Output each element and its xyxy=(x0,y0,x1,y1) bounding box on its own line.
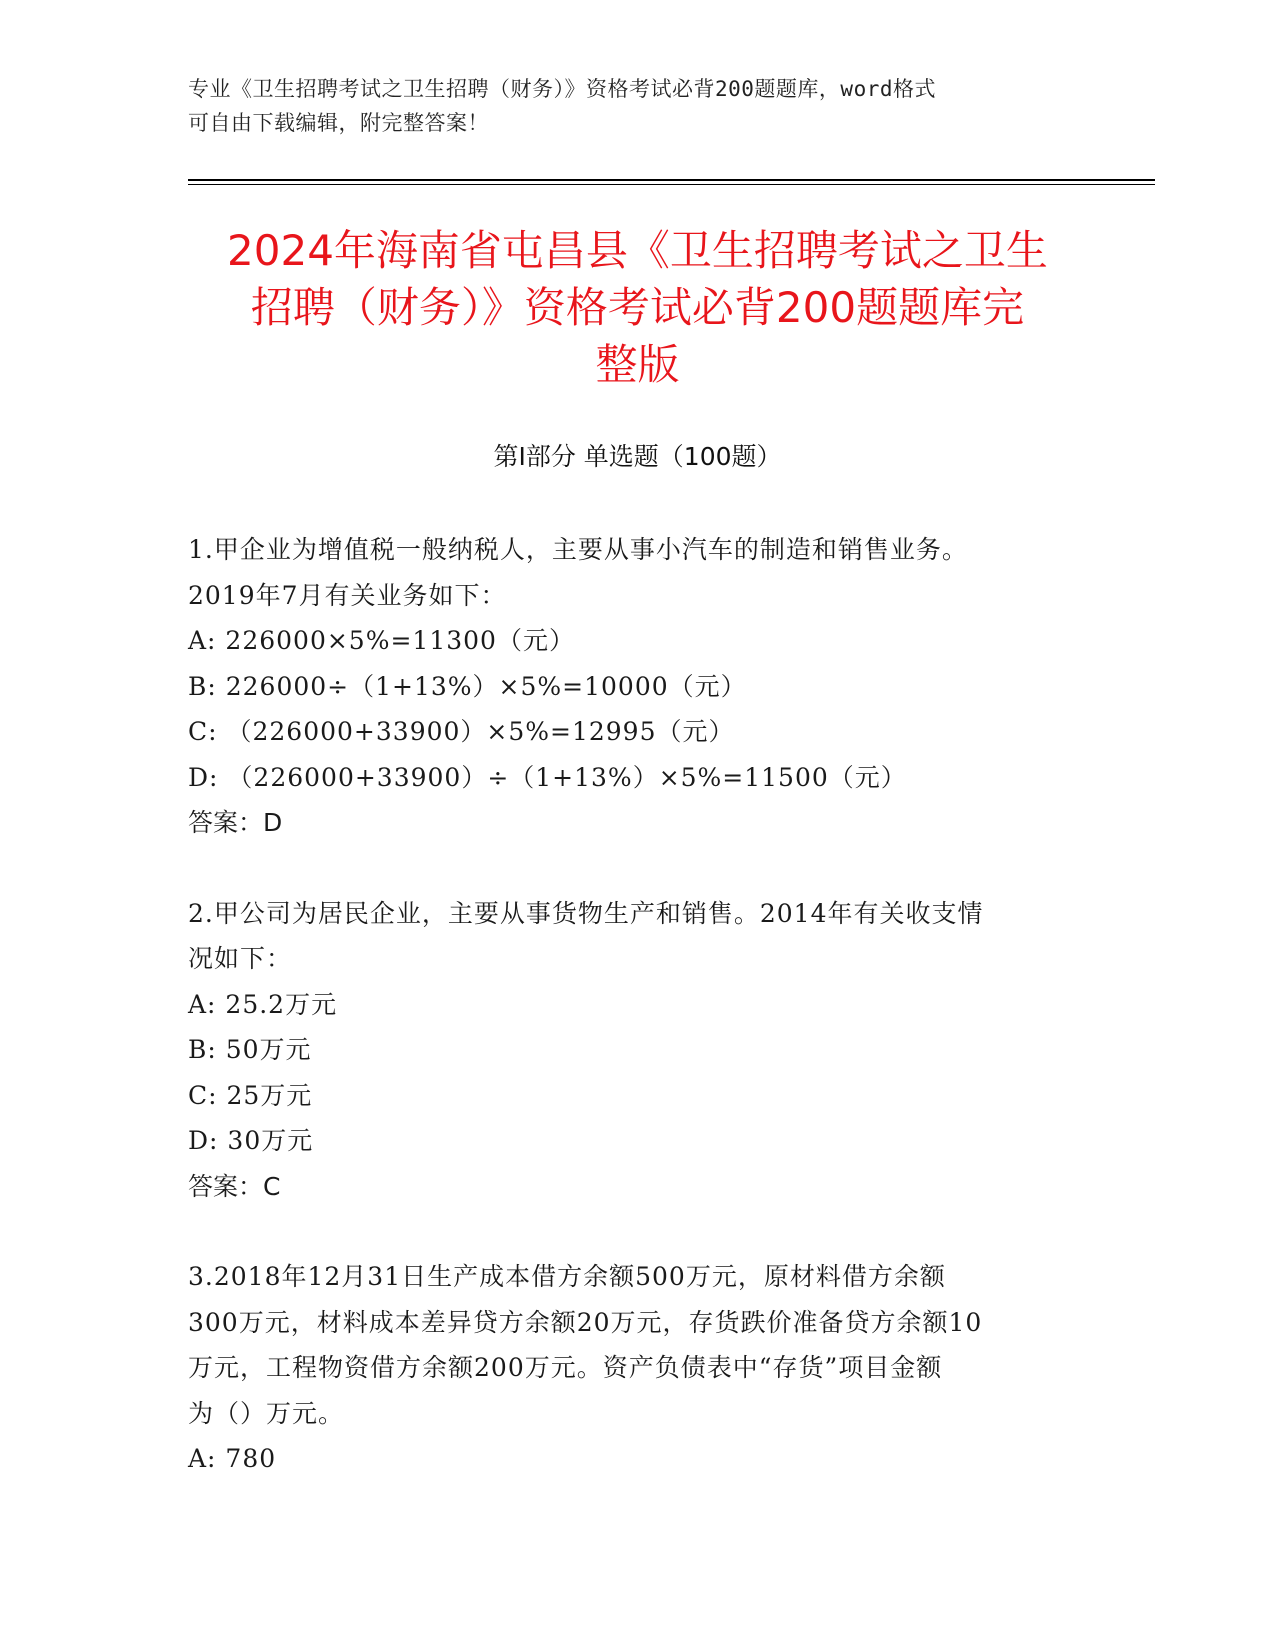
question-1-option-c: C: （226000+33900）×5%=12995（元） xyxy=(188,717,735,746)
header-divider-thin xyxy=(188,184,1155,185)
question-spacer xyxy=(188,846,1088,891)
question-1-option-b: B: 226000÷（1+13%）×5%=10000（元） xyxy=(188,671,747,701)
question-2-option-c: C: 25万元 xyxy=(188,1080,313,1110)
question-3-stem-line-4: 为（）万元。 xyxy=(188,1398,345,1428)
question-1-answer: 答案：D xyxy=(188,808,283,837)
header-note-line-1: 专业《卫生招聘考试之卫生招聘（财务）》资格考试必背200题题库，word格式 xyxy=(188,77,936,101)
question-1 xyxy=(188,527,1088,846)
question-1-stem-line-2: 2019年7月有关业务如下： xyxy=(188,580,507,610)
header-note-line-2: 可自由下载编辑，附完整答案！ xyxy=(188,111,489,135)
header-note xyxy=(188,72,1068,140)
question-3 xyxy=(188,1254,1088,1482)
section-title: 第Ⅰ部分 单选题（100题） xyxy=(493,442,782,471)
question-2-option-d: D: 30万元 xyxy=(188,1126,314,1155)
question-3-option-a: A: 780 xyxy=(188,1444,277,1473)
title-line-3: 整版 xyxy=(595,340,680,389)
question-spacer xyxy=(188,1209,1088,1254)
question-3-stem-line-3: 万元，工程物资借方余额200万元。资产负债表中“存货”项目金额 xyxy=(188,1353,943,1382)
question-list xyxy=(188,527,1088,1482)
question-2-option-a: A: 25.2万元 xyxy=(188,989,338,1019)
question-1-stem-line-1: 1.甲企业为增值税一般纳税人，主要从事小汽车的制造和销售业务。 xyxy=(188,535,968,564)
title-line-1: 2024年海南省屯昌县《卫生招聘考试之卫生 xyxy=(227,226,1048,275)
header-divider-thick xyxy=(188,179,1155,181)
question-2-option-b: B: 50万元 xyxy=(188,1035,312,1064)
question-1-option-a: A: 226000×5%=11300（元） xyxy=(188,626,575,655)
question-3-stem-line-2: 300万元，材料成本差异贷方余额20万元，存货跌价准备贷方余额10 xyxy=(188,1307,983,1337)
title-line-2: 招聘（财务）》资格考试必背200题题库完 xyxy=(250,283,1025,332)
question-2-stem-line-1: 2.甲公司为居民企业，主要从事货物生产和销售。2014年有关收支情 xyxy=(188,898,984,928)
document-title xyxy=(160,222,1115,393)
question-2-answer: 答案：C xyxy=(188,1171,281,1201)
question-2 xyxy=(188,891,1088,1210)
question-1-option-d: D: （226000+33900）÷（1+13%）×5%=11500（元） xyxy=(188,762,907,792)
question-2-stem-line-2: 况如下： xyxy=(188,944,293,973)
question-3-stem-line-1: 3.2018年12月31日生产成本借方余额500万元，原材料借方余额 xyxy=(188,1262,946,1291)
